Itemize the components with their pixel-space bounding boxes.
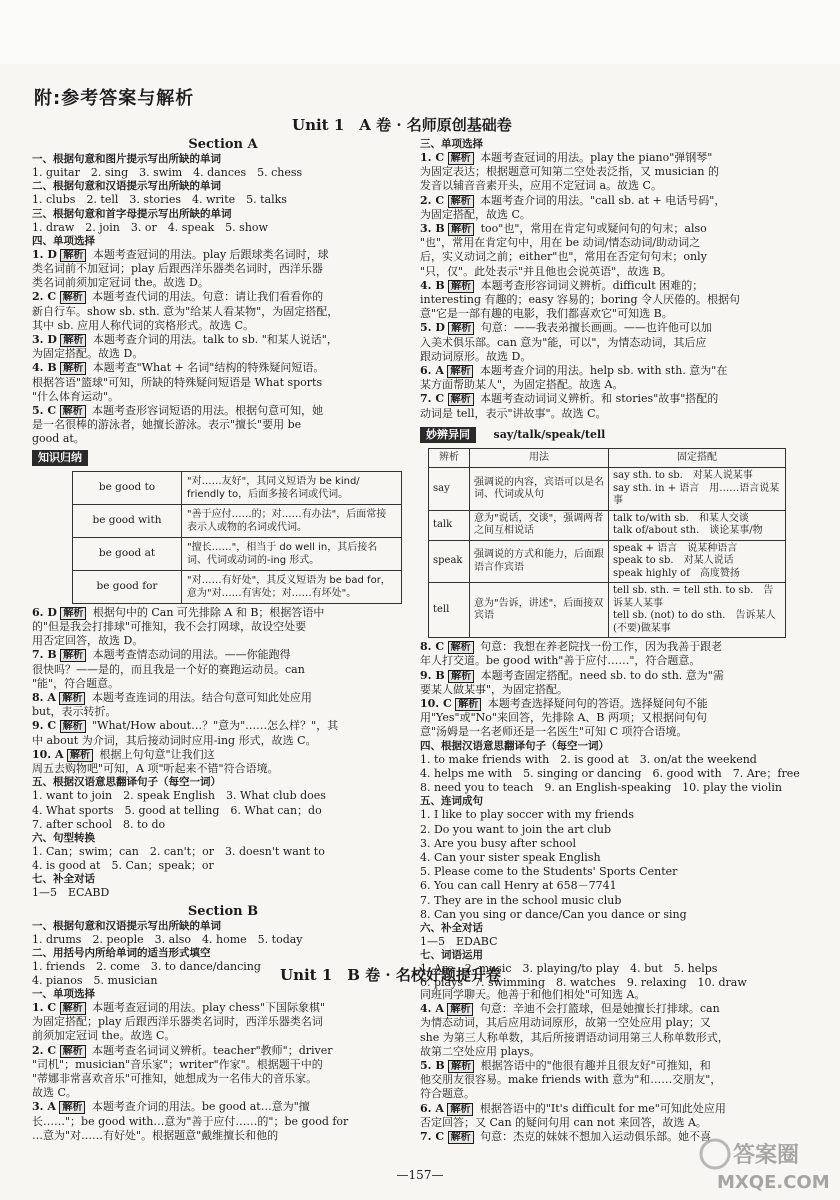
explanation-item: 3. D 解析 本题考查介词的用法。talk to sb. "和某人说话"， xyxy=(32,333,338,347)
right-column: 三、单项选择 1. C 解析 本题考查冠词的用法。play the piano"弹钢琴" 为固定表达；根据题意可知第二空处表泛指，又 musician 的 发音以辅音音素开头，应用不定冠词 a。故选 C。 2. C 解析 本题考查介词的用法。"call sb. at + 电话号码"， 为固定搭配，故选 C。 3. B 解析 too"也"，常用在肯定句或疑问句的句末；also "也"，常用在肯定句中，用在 be 动词/情态动词/助动词之 后，实义动词之前；either"也"，常用在否定句句末；only "只，仅"。此处表示"并且他也会说英语"，故选 B。 4. B 解析 本题考查形容词词义辨析。difficult 困难的； interesting 有趣的；easy 容易的；boring 令人厌倦的。根据句 意"它是一部有趣的电影，我们都喜欢它"可知选 B。 5. D 解析 句意：——我表弟擅长画画。——也许他可以加 入美术俱乐部。can 意为"能，可以"，为情态动词，其后应 跟动词原形。故选 D。 6. A 解析 本题考查介词的用法。help sb. with sth. 意为"在 某方面帮助某人"，为固定搭配。故选 A。 7. C 解析 本题考查动词词义辨析。和 stories"故事"搭配的 动词是 tell，表示"讲故事"。故选 C。 妙辨异同 say/talk/speak/tell 辨析 用法 固定搭配 say 强调说的内容，宾语可以是名词、代词或从句 say sth. to sb. 对某人说某事 say sth. in + 语言 用……语言说某事 talk 意为"说话，交谈"，强调两者之间互相说话 talk to/with sb. 和某人交谈 talk of/about sth. 谈论某事/物 speak 强调说的方式和能力，后面跟语言作宾语 speak + 语言 说某种语言 speak to sb. 对某人说话 speak highly of 高度赞扬 tell 意为"告诉，讲述"，后面接双宾语 tell sb. sth. = tell sth. to sb. 告诉某人某事 tell sb. (not) to do sth. 告诉某人(不要)做某事 8. C 解析 句意：我想在养老院找一份工作，因为我善于跟老 年人打交道。be good with"善于应付……"，符合题意。 9. B 解析 本题考查固定搭配。need sb. to do sth. 意为"需 要某人做某事"，为固定搭配。 10. C 解析 本题考查选择疑问句的答语。选择疑问句不能 用"Yes"或"No"来回答，先排除 A、B 两项；又根据问句句 意"汤姆是一名老师还是一名医生"可知 C 项符合语境。 四、根据汉语意思翻译句子（每空一词） 1. to make friends with 2. is good at 3. on/at the weekend 4. helps me with 5. singing or dancing 6. good with 7. Are；free 8. need you to teach 9. an English-speaking 10. play the violin 五、连词成句 1. I like to play soccer with my friends 2. Do you want to join the art club 3. Are you busy after school 4. Can your sister speak English 5. Please come to the Students' Sports Center 6. You can call Henry at 658－7741 7. They are in the school music club 8. Can you sing or dance/Can you dance or sing 六、补全对话 1—5 EDABC 七、词语运用 1. Are 2. music 3. playing/to play 4. but 5. helps 6. plays 7. swimming 8. watches 9. relaxing 10. draw xyxy=(420,138,802,991)
analysis-tag: 解析 xyxy=(455,698,481,711)
table-row: say 强调说的内容，宾语可以是名词、代词或从句 say sth. to sb. 对某人说某事 say sth. in + 语言 用……语言说某事 xyxy=(429,468,786,511)
explanation-item: 9. C 解析 "What/How about…？"意为"……怎么样？"，其 xyxy=(32,719,339,733)
analysis-tag: 解析 xyxy=(448,1060,474,1073)
analysis-tag: 解析 xyxy=(60,1045,86,1058)
left-column: Section A 一、根据句意和图片提示写出所缺的单词 1. guitar 2. sing 3. swim 4. dances 5. chess 二、根据句意和汉语提示写出所缺的单词 1. clubs 2. tell 3. stories 4. write 5. talks 三、根据句意和首字母提示写出所缺的单词 1. draw 2. join 3. or 4. speak 5. show 四、单项选择 1. D 解析 本题考查冠词的用法。play 后跟球类名词时，球 类名词前不加冠词；play 后跟西洋乐器类名词时，西洋乐器 类名词前须加定冠词 the。故选 D。 2. C 解析 本题考查代词的用法。句意：请让我们看看你的 新自行车。show sb. sth. 意为"给某人看某物"，为固定搭配， 其中 sb. 应用人称代词的宾格形式。故选 C。 3. D 解析 本题考查介词的用法。talk to sb. "和某人说话"， 为固定搭配。故选 D。 4. B 解析 本题考查"What + 名词"结构的特殊疑问短语。 根据答语"篮球"可知，所缺的特殊疑问短语是 What sports "什么体育运动"。 5. C 解析 本题考查形容词短语的用法。根据句意可知，她 是一名很棒的游泳者，她擅长游泳。表示"擅长"要用 be good at。 知识归纳 be good to "对……友好"，其同义短语为 be kind/ friendly to，后面多接名词或代词。 be good with "善于应付……的；对……有办法"，后面常接表示人或物的名词或代词。 be good at "擅长……"，相当于 do well in，其后接名词、代词或动词的-ing 形式。 be good for "对……有好处"，其反义短语为 be bad for，意为"对……有害处；对……有坏处"。 6. D 解析 根据句中的 Can 可先排除 A 和 B；根据答语中 的"但是我会打排球"可推知，我不会打网球，故设空处要 用否定回答，故选 D。 7. B 解析 本题考查情态动词的用法。——你能跑得 很快吗？——是的，而且我是一个好的赛跑运动员。can "能"，符合题意。 8. A 解析 本题考查连词的用法。结合句意可知此处应用 but，表示转折。 9. C 解析 "What/How about…？"意为"……怎么样？"，其 中 about 为介词，其后接动词时应用-ing 形式，故选 C。 10. A 解析 根据上句句意"让我们这 周五去购物吧"可知，A 项"听起来不错"符合语境。 五、根据汉语意思翻译句子（每空一词） 1. want to join 2. speak English 3. What club does 4. What sports 5. good at telling 6. What can；do 7. after school 8. to do 六、句型转换 1. Can；swim；can 2. can't；or 3. doesn't want to 4. is good at 5. Can；speak；or 七、补全对话 1—5 ECABD Section B 一、根据句意和汉语提示写出所缺的单词 1. drums 2. people 3. also 4. home 5. today 二、用括号内所给单词的适当形式填空 1. friends 2. come 3. to dance/dancing 4. pianos 5. musician xyxy=(32,138,414,988)
explanation-item: 9. B 解析 本题考查固定搭配。need sb. to do sth. 意为"需 xyxy=(420,668,724,682)
analysis-tag: 解析 xyxy=(448,280,474,293)
analysis-tag: 解析 xyxy=(448,195,474,208)
analysis-tag: 解析 xyxy=(447,365,473,378)
explanation-item: 8. A 解析 本题考查连词的用法。结合句意可知此处应用 xyxy=(32,691,312,705)
table-row: tell 意为"告诉，讲述"，后面接双宾语 tell sb. sth. = tell sth. to sb. 告诉某人某事 tell sb. (not) to do sth. 告诉某人(不要)做某事 xyxy=(429,583,786,638)
section-a-title: Section A xyxy=(188,137,258,152)
explanation-item: 6. A 解析 本题考查介词的用法。help sb. with sth. 意为"在 xyxy=(420,364,728,378)
heading: 七、补全对话 xyxy=(32,873,95,886)
b-right-column: 同班同学聊天。他善于和他们相处"可知选 A。 4. A 解析 句意：辛迪不会打篮球，但是她擅长打排球。can 为情态动词，其后应用动词原形，故第一空处应用 play；又 she 为第三人称单数，其后所接谓语动词用第三人称单数形式， 故第二空处应用 plays。 5. B 解析 根据答语中的"他很有趣并且很友好"可推知，和 他交朋友很容易。make friends with 意为"和……交朋友"， 符合题意。 6. A 解析 根据答语中的"It's difficult for me"可知此处应用 否定回答；又 Can 的疑问句用 can not 来回答，故选 A。 7. C 解析 句意：杰克的妹妹不想加入运动俱乐部。她不喜 xyxy=(420,988,802,1144)
analysis-tag: 解析 xyxy=(60,720,86,733)
watermark-url: MXQE.COM xyxy=(717,1172,830,1193)
explanation-item: 2. C 解析 本题考查代词的用法。句意：请让我们看看你的 xyxy=(32,290,324,304)
heading: 五、根据汉语意思翻译句子（每空一词） xyxy=(32,776,221,789)
unit-b-title: Unit 1 B 卷 · 名校好题提升卷 xyxy=(280,966,501,984)
explanation-item: 7. C 解析 句意：杰克的妹妹不想加入运动俱乐部。她不喜 xyxy=(420,1130,712,1144)
page-number: —157— xyxy=(396,1168,444,1182)
b-left-column: 一、单项选择 1. C 解析 本题考查冠词的用法。play chess"下国际象棋" 为固定搭配；play 后跟西洋乐器类名词时，西洋乐器类名词 前须加定冠词 the。故选 C。 2. C 解析 本题考查名词词义辨析。teacher"教师"；driver "司机"；musician"音乐家"；writer"作家"。根据题干中的 "蒂娜非常喜欢音乐"可推知，她想成为一名伟大的音乐家。 故选 C。 3. A 解析 本题考查介词的用法。be good at…意为"擅 长……"；be good with…意为"善于应付……的"；be good for …意为"对……有好处"。根据题意"戴维擅长和他的 xyxy=(32,988,414,1143)
explanation-item: 5. B 解析 根据答语中的"他很有趣并且很友好"可推知，和 xyxy=(420,1059,711,1073)
analysis-tag: 解析 xyxy=(60,649,86,662)
table-row: be good for "对……有好处"，其反义短语为 be bad for，意为"对……有害处；对……有坏处"。 xyxy=(73,570,402,603)
compare-title: say/talk/speak/tell xyxy=(493,427,606,441)
analysis-tag: 解析 xyxy=(59,692,85,705)
analysis-tag: 解析 xyxy=(60,362,86,375)
compare-table xyxy=(428,448,786,638)
heading: 六、补全对话 xyxy=(420,921,483,934)
explanation-item: 2. C 解析 本题考查名词词义辨析。teacher"教师"；driver xyxy=(32,1043,333,1057)
table-row: talk 意为"说话，交谈"，强调两者之间互相说话 talk to/with sb. 和某人交谈 talk of/about sth. 谈论某事/物 xyxy=(429,510,786,540)
analysis-tag: 解析 xyxy=(60,1002,86,1015)
heading: 三、根据句意和首字母提示写出所缺的单词 xyxy=(32,207,232,220)
analysis-tag: 解析 xyxy=(448,670,474,683)
analysis-tag: 解析 xyxy=(448,223,474,236)
heading: 七、词语运用 xyxy=(420,949,483,962)
explanation-item: 3. B 解析 too"也"，常用在肯定句或疑问句的句末；also xyxy=(420,222,707,236)
top-blank-margin xyxy=(0,0,840,64)
analysis-tag: 解析 xyxy=(447,1103,473,1116)
knowledge-table xyxy=(72,471,402,604)
explanation-item: 7. C 解析 本题考查动词词义辨析。和 stories"故事"搭配的 xyxy=(420,392,719,406)
analysis-tag: 解析 xyxy=(60,249,86,262)
knowledge-summary-label: 知识归纳 xyxy=(32,450,88,466)
heading: 三、单项选择 xyxy=(420,138,483,150)
heading: 一、根据句意和汉语提示写出所缺的单词 xyxy=(32,919,221,932)
explanation-item: 10. A 解析 根据上句句意"让我们这 xyxy=(32,747,215,761)
explanation-item: 4. B 解析 本题考查"What + 名词"结构的特殊疑问短语。 xyxy=(32,361,325,375)
explanation-item: 5. D 解析 句意：——我表弟擅长画画。——也许他可以加 xyxy=(420,321,712,335)
analysis-tag: 解析 xyxy=(67,749,93,762)
table-header-row: 辨析 用法 固定搭配 xyxy=(429,449,786,468)
analysis-tag: 解析 xyxy=(448,152,474,165)
heading: 二、根据句意和汉语提示写出所缺的单词 xyxy=(32,180,221,193)
heading: 四、单项选择 xyxy=(32,234,95,247)
heading: 五、连词成句 xyxy=(420,795,483,808)
explanation-item: 10. C 解析 本题考查选择疑问句的答语。选择疑问句不能 xyxy=(420,697,708,711)
explanation-item: 5. C 解析 本题考查形容词短语的用法。根据句意可知，她 xyxy=(32,404,324,418)
analysis-tag: 解析 xyxy=(448,393,474,406)
answer-line: 1. draw 2. join 3. or 4. speak 5. show xyxy=(32,220,268,234)
analysis-tag: 解析 xyxy=(448,641,474,654)
answer-line: 1. guitar 2. sing 3. swim 4. dances 5. chess xyxy=(32,166,303,180)
explanation-item: 1. C 解析 本题考查冠词的用法。play chess"下国际象棋" xyxy=(32,1001,326,1014)
heading: 一、单项选择 xyxy=(32,988,95,1000)
supplement-title: 附:参考答案与解析 xyxy=(34,88,195,109)
table-row: be good to "对……友好"，其同义短语为 be kind/ friendly to，后面多接名词或代词。 xyxy=(73,471,402,504)
explanation-item: 4. A 解析 句意：辛迪不会打篮球，但是她擅长打排球。can xyxy=(420,1002,720,1016)
analysis-tag: 解析 xyxy=(447,1003,473,1016)
watermark-logo xyxy=(695,1132,835,1196)
explanation-item: 4. B 解析 本题考查形容词词义辨析。difficult 困难的； xyxy=(420,278,704,292)
explanation-item: 1. D 解析 本题考查冠词的用法。play 后跟球类名词时，球 xyxy=(32,247,329,261)
section-b-title: Section B xyxy=(187,903,259,919)
heading: 一、根据句意和图片提示写出所缺的单词 xyxy=(32,153,221,166)
analysis-tag: 解析 xyxy=(60,607,86,620)
explanation-item: 7. B 解析 本题考查情态动词的用法。——你能跑得 xyxy=(32,648,291,662)
answer-line: 1. clubs 2. tell 3. stories 4. write 5. talks xyxy=(32,193,287,207)
analysis-tag: 解析 xyxy=(60,334,86,347)
analysis-tag: 解析 xyxy=(59,1101,85,1114)
compare-header xyxy=(420,424,802,446)
table-row: be good with "善于应付……的；对……有办法"，后面常接表示人或物的名词或代词。 xyxy=(73,504,402,537)
explanation-item: 1. C 解析 本题考查冠词的用法。play the piano"弹钢琴" xyxy=(420,151,713,164)
unit-a-title: Unit 1 A 卷 · 名师原创基础卷 xyxy=(292,116,512,134)
analysis-tag: 解析 xyxy=(448,322,474,335)
explanation-item: 6. A 解析 根据答语中的"It's difficult for me"可知此处应用 xyxy=(420,1101,726,1115)
heading: 六、句型转换 xyxy=(32,831,95,844)
explanation-item: 8. C 解析 句意：我想在养老院找一份工作，因为我善于跟老 xyxy=(420,640,723,654)
table-row: speak 强调说的方式和能力，后面跟语言作宾语 speak + 语言 说某种语言 speak to sb. 对某人说话 speak highly of 高度赞扬 xyxy=(429,540,786,583)
watermark-text: 答案圈 xyxy=(733,1143,800,1168)
explanation-item: 6. D 解析 根据句中的 Can 可先排除 A 和 B；根据答语中 xyxy=(32,605,325,619)
analysis-tag: 解析 xyxy=(60,291,86,304)
table-row: be good at "擅长……"，相当于 do well in，其后接名词、代词或动词的-ing 形式。 xyxy=(73,537,402,570)
heading: 二、用括号内所给单词的适当形式填空 xyxy=(32,946,211,959)
heading: 四、根据汉语意思翻译句子（每空一词） xyxy=(420,739,609,752)
compare-label: 妙辨异同 xyxy=(420,427,476,443)
explanation-item: 2. C 解析 本题考查介词的用法。"call sb. at + 电话号码"， xyxy=(420,193,726,207)
explanation-item: 3. A 解析 本题考查介词的用法。be good at…意为"擅 xyxy=(32,1100,310,1114)
analysis-tag: 解析 xyxy=(448,1131,474,1144)
analysis-tag: 解析 xyxy=(60,405,86,418)
